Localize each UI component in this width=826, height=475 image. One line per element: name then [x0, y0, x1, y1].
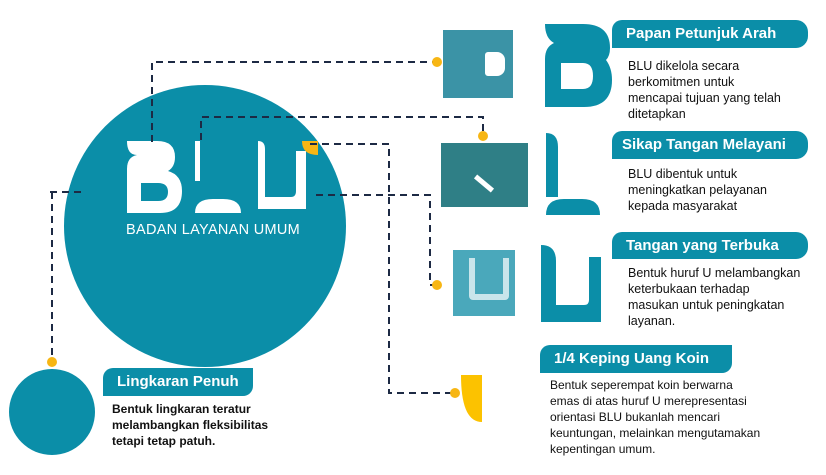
item-desc-lingkaran-penuh: Bentuk lingkaran teratur melambangkan fleksibilitas tetapi tetap patuh. [112, 402, 269, 448]
open-hands-photo [453, 250, 515, 316]
serving-hands-photo [441, 143, 528, 207]
item-title-tangan-yang-terbuka: Tangan yang Terbuka [612, 232, 808, 259]
quarter-coin [461, 375, 482, 422]
logo-subtitle: BADAN LAYANAN UMUM [126, 222, 301, 238]
item-desc-sikap-tangan-melayani: BLU dibentuk untuk meningkatkan pelayanan kepada masyarakat [628, 167, 767, 213]
letter-l-icon [474, 175, 494, 193]
item-title-papan-petunjuk-arah: Papan Petunjuk Arah [612, 20, 808, 48]
item-desc-papan-petunjuk-arah: BLU dikelola secara berkomitmen untuk mencapai tujuan yang telah ditetapkan [628, 59, 781, 121]
item-desc-keping-uang-koin: Bentuk seperempat koin berwarna emas di atas huruf U merepresentasi orientasi BLU bukanlah mencari keuntungan, melainkan mengutamakan kepentingan umum. [550, 378, 761, 456]
item-title-keping-uang-koin: 1/4 Keping Uang Koin [540, 345, 732, 373]
letter-b-icon [485, 52, 505, 76]
item-title-lingkaran-penuh: Lingkaran Penuh [103, 368, 253, 396]
letter-u-icon [469, 258, 509, 300]
small-circle [9, 369, 95, 455]
item-desc-tangan-yang-terbuka: Bentuk huruf U melambangkan keterbukaan terhadap masukan untuk peningkatan layanan. [628, 266, 801, 328]
big-letters [541, 24, 612, 322]
signpost-photo [443, 30, 513, 98]
item-title-sikap-tangan-melayani: Sikap Tangan Melayani [612, 131, 808, 159]
